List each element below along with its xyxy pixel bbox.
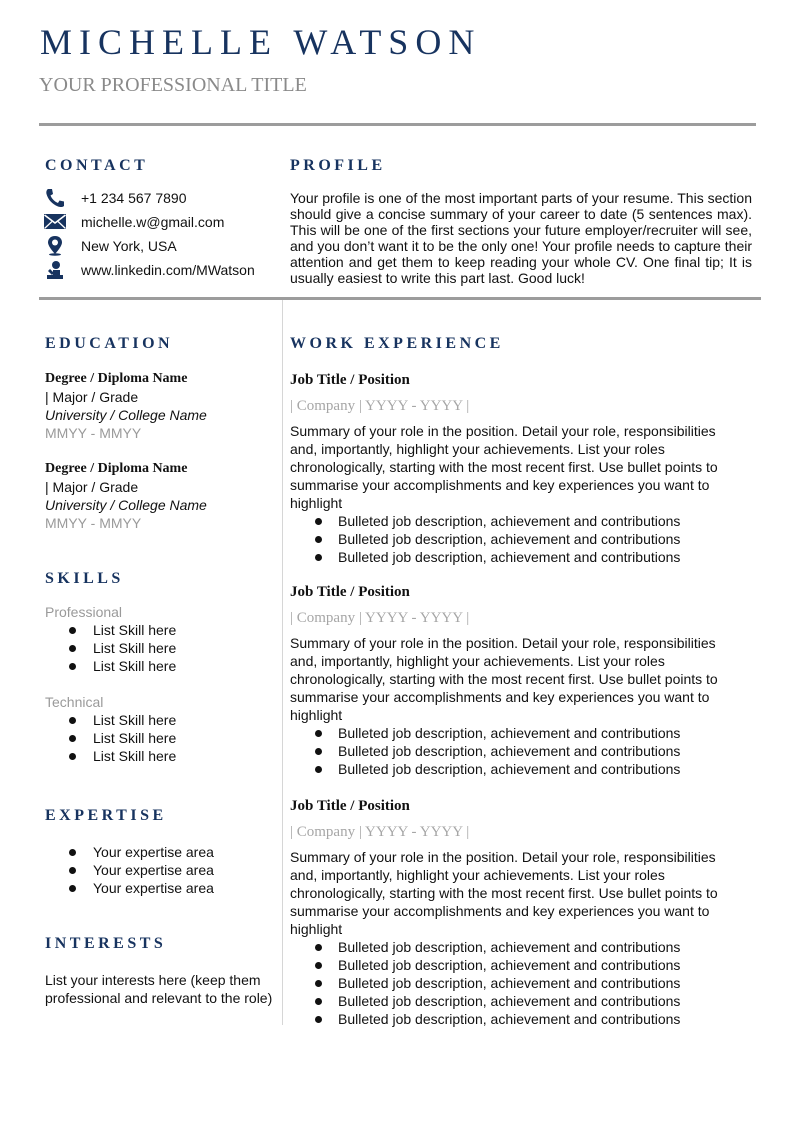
bullet-text: Bulleted job description, achievement and contributions <box>338 975 681 991</box>
job-company-dates: | Company | YYYY - YYYY | <box>290 610 470 626</box>
expertise-list <box>45 843 275 897</box>
job-title: Job Title / Position <box>290 372 410 388</box>
job-summary: Summary of your role in the position. Detail your role, responsibilities and, importantly, highlight your achievements. List your roles chronologically, starting with the most recent first. Use bullet points to summarise your accomplishments and key experiences you want to highlight <box>290 423 718 511</box>
contact-divider <box>39 297 283 300</box>
education-heading: EDUCATION <box>45 335 174 352</box>
skill-text: List Skill here <box>93 712 177 728</box>
job-entry <box>290 370 752 566</box>
expertise-text: Your expertise area <box>93 862 214 878</box>
list-item <box>45 729 275 747</box>
list-item <box>45 711 275 729</box>
job-summary: Summary of your role in the position. Detail your role, responsibilities and, importantly, highlight your achievements. List your roles chronologically, starting with the most recent first. Use bullet points to summarise your accomplishments and key experiences you want to highlight <box>290 849 718 937</box>
list-item <box>290 956 752 974</box>
candidate-name: MICHELLE WATSON <box>40 22 482 62</box>
expertise-text: Your expertise area <box>93 844 214 860</box>
bullet-text: Bulleted job description, achievement and contributions <box>338 513 681 529</box>
bullet-text: Bulleted job description, achievement and contributions <box>338 725 681 741</box>
technical-skills-list <box>45 711 275 765</box>
list-item <box>290 992 752 1010</box>
contact-email-text: michelle.w@gmail.com <box>81 214 225 230</box>
bullet-text: Bulleted job description, achievement and contributions <box>338 761 681 777</box>
profile-text: Your profile is one of the most important parts of your resume. This section should give a concise summary of your career to date (5 sentences max). This will be one of the first sections your future employer/recruiter will see, and you don’t want it to be the only one! Your profile needs to capture their attention and get them to keep reading your whole CV. One final tip; It is usually easiest to write this part last. Good luck! <box>290 190 752 286</box>
degree-name: Degree / Diploma Name <box>45 461 188 476</box>
education-entry <box>45 460 275 532</box>
bullet-text: Bulleted job description, achievement and contributions <box>338 993 681 1009</box>
profile-heading: PROFILE <box>290 157 386 174</box>
interests-text: List your interests here (keep them professional and relevant to the role) <box>45 972 273 1006</box>
contact-phone-text: +1 234 567 7890 <box>81 190 187 206</box>
skill-text: List Skill here <box>93 658 177 674</box>
list-item <box>290 742 752 760</box>
school-name: University / College Name <box>45 497 207 513</box>
list-item <box>290 974 752 992</box>
contact-linkedin-text[interactable]: www.linkedin.com/MWatson <box>81 262 255 278</box>
list-item <box>45 861 275 879</box>
job-bullets <box>290 512 752 566</box>
job-company-dates: | Company | YYYY - YYYY | <box>290 398 470 414</box>
job-bullets <box>290 938 752 1028</box>
list-item <box>45 879 275 897</box>
expertise-text: Your expertise area <box>93 880 214 896</box>
skill-text: List Skill here <box>93 730 177 746</box>
job-company-dates: | Company | YYYY - YYYY | <box>290 824 470 840</box>
job-entry <box>290 796 752 1028</box>
professional-title: YOUR PROFESSIONAL TITLE <box>39 74 307 96</box>
list-item <box>290 724 752 742</box>
skills-group-label: Professional <box>45 604 123 620</box>
job-summary: Summary of your role in the position. Detail your role, responsibilities and, importantly, highlight your achievements. List your roles chronologically, starting with the most recent first. Use bullet points to summarise your accomplishments and key experiences you want to highlight <box>290 635 718 723</box>
list-item <box>290 760 752 778</box>
header-divider <box>39 123 756 126</box>
location-pin-icon <box>44 236 66 256</box>
bullet-text: Bulleted job description, achievement and contributions <box>338 957 681 973</box>
list-item <box>45 621 275 639</box>
list-item <box>290 512 752 530</box>
linkedin-icon <box>44 260 66 280</box>
major-grade: | Major / Grade <box>45 389 139 405</box>
contact-linkedin <box>44 260 274 280</box>
major-grade: | Major / Grade <box>45 479 139 495</box>
list-item <box>45 747 275 765</box>
job-bullets <box>290 724 752 778</box>
professional-skills-list <box>45 621 275 675</box>
school-name: University / College Name <box>45 407 207 423</box>
profile-divider <box>283 297 761 300</box>
education-dates: MMYY - MMYY <box>45 515 142 531</box>
column-divider <box>282 300 283 1025</box>
education-entry <box>45 370 275 442</box>
contact-location <box>44 236 274 256</box>
list-item <box>290 530 752 548</box>
skill-text: List Skill here <box>93 748 177 764</box>
bullet-text: Bulleted job description, achievement and contributions <box>338 1011 681 1027</box>
bullet-text: Bulleted job description, achievement and contributions <box>338 743 681 759</box>
phone-icon <box>44 188 66 208</box>
list-item <box>290 938 752 956</box>
job-title: Job Title / Position <box>290 584 410 600</box>
degree-name: Degree / Diploma Name <box>45 371 188 386</box>
bullet-text: Bulleted job description, achievement and contributions <box>338 939 681 955</box>
skills-heading: SKILLS <box>45 570 124 587</box>
email-icon <box>44 212 66 232</box>
education-dates: MMYY - MMYY <box>45 425 142 441</box>
expertise-heading: EXPERTISE <box>45 807 167 824</box>
list-item <box>290 1010 752 1028</box>
skill-text: List Skill here <box>93 640 177 656</box>
bullet-text: Bulleted job description, achievement and contributions <box>338 549 681 565</box>
job-entry <box>290 582 752 778</box>
contact-location-text: New York, USA <box>81 238 177 254</box>
list-item <box>45 657 275 675</box>
contact-phone <box>44 188 274 208</box>
contact-heading: CONTACT <box>45 157 149 174</box>
work-experience-heading: WORK EXPERIENCE <box>290 335 504 352</box>
list-item <box>45 639 275 657</box>
skills-group-label: Technical <box>45 694 104 710</box>
bullet-text: Bulleted job description, achievement and contributions <box>338 531 681 547</box>
list-item <box>45 843 275 861</box>
contact-email <box>44 212 274 232</box>
skill-text: List Skill here <box>93 622 177 638</box>
interests-heading: INTERESTS <box>45 935 167 952</box>
list-item <box>290 548 752 566</box>
job-title: Job Title / Position <box>290 798 410 814</box>
